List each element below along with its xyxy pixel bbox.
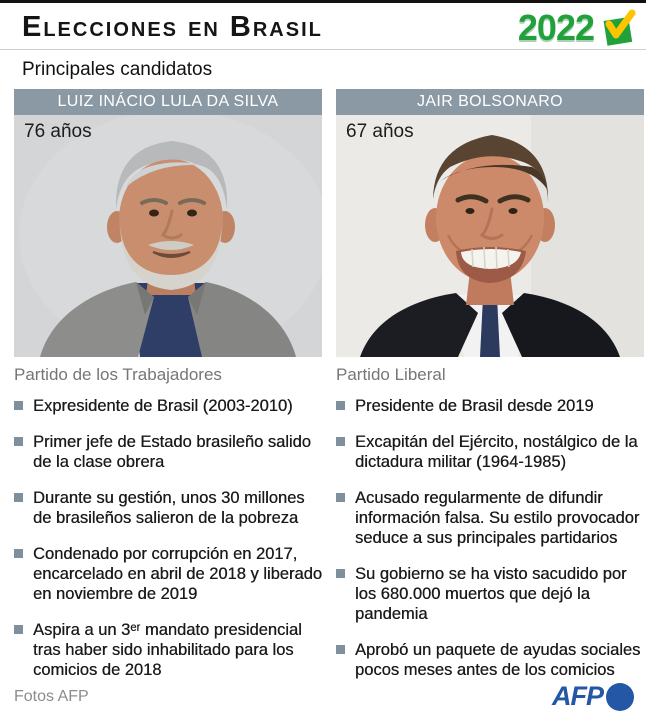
age-label-bolsonaro: 67 años xyxy=(346,121,414,142)
candidate-card-bolsonaro xyxy=(336,89,644,696)
subtitle: Principales candidatos xyxy=(22,59,213,80)
candidates-grid xyxy=(0,89,646,696)
candidate-card-lula xyxy=(14,89,322,696)
divider xyxy=(0,49,646,50)
bolsonaro-photo xyxy=(336,115,644,357)
ballot-check-icon xyxy=(598,9,636,47)
fact-item: Su gobierno se ha visto sacudido por los 680.000 muertos que dejó la pandemia xyxy=(336,564,644,624)
fact-item: Acusado regularmente de difundir información falsa. Su estilo provocador seduce a sus principales partidarios xyxy=(336,488,644,548)
year-label: 2022 xyxy=(517,6,594,48)
afp-logo xyxy=(552,681,634,712)
fact-item: Aspira a un 3ᵉʳ mandato presidencial tras haber sido inhabilitado para los comicios de 2018 xyxy=(14,620,322,680)
age-label-lula: 76 años xyxy=(24,121,92,142)
footer xyxy=(14,681,634,712)
page-title: Elecciones en Brasil xyxy=(22,11,323,43)
fact-item: Condenado por corrupción en 2017, encarcelado en abril de 2018 y liberado en noviembre de 2019 xyxy=(14,544,322,604)
afp-logo-text: AFP xyxy=(552,681,603,711)
candidate-name-lula: LUIZ INÁCIO LULA DA SILVA xyxy=(14,89,322,115)
header xyxy=(0,3,646,49)
party-label-bolsonaro: Partido Liberal xyxy=(336,365,446,384)
fact-item: Expresidente de Brasil (2003-2010) xyxy=(14,396,322,416)
lula-photo xyxy=(14,115,322,357)
facts-list-bolsonaro xyxy=(336,396,644,680)
fact-item: Aprobó un paquete de ayudas sociales pocos meses antes de los comicios xyxy=(336,640,644,680)
facts-list-lula xyxy=(14,396,322,680)
photo-credit: Fotos AFP xyxy=(14,687,89,705)
party-label-lula: Partido de los Trabajadores xyxy=(14,365,222,384)
fact-item: Presidente de Brasil desde 2019 xyxy=(336,396,644,416)
fact-item: Durante su gestión, unos 30 millones de brasileños salieron de la pobreza xyxy=(14,488,322,528)
lula-portrait-image xyxy=(14,115,322,357)
election-2022-logo xyxy=(518,7,636,49)
fact-item: Primer jefe de Estado brasileño salido de la clase obrera xyxy=(14,432,322,472)
bolsonaro-portrait-image xyxy=(336,115,644,357)
candidate-name-bolsonaro: JAIR BOLSONARO xyxy=(336,89,644,115)
fact-item: Excapitán del Ejército, nostálgico de la dictadura militar (1964-1985) xyxy=(336,432,644,472)
afp-globe-icon xyxy=(606,683,634,711)
